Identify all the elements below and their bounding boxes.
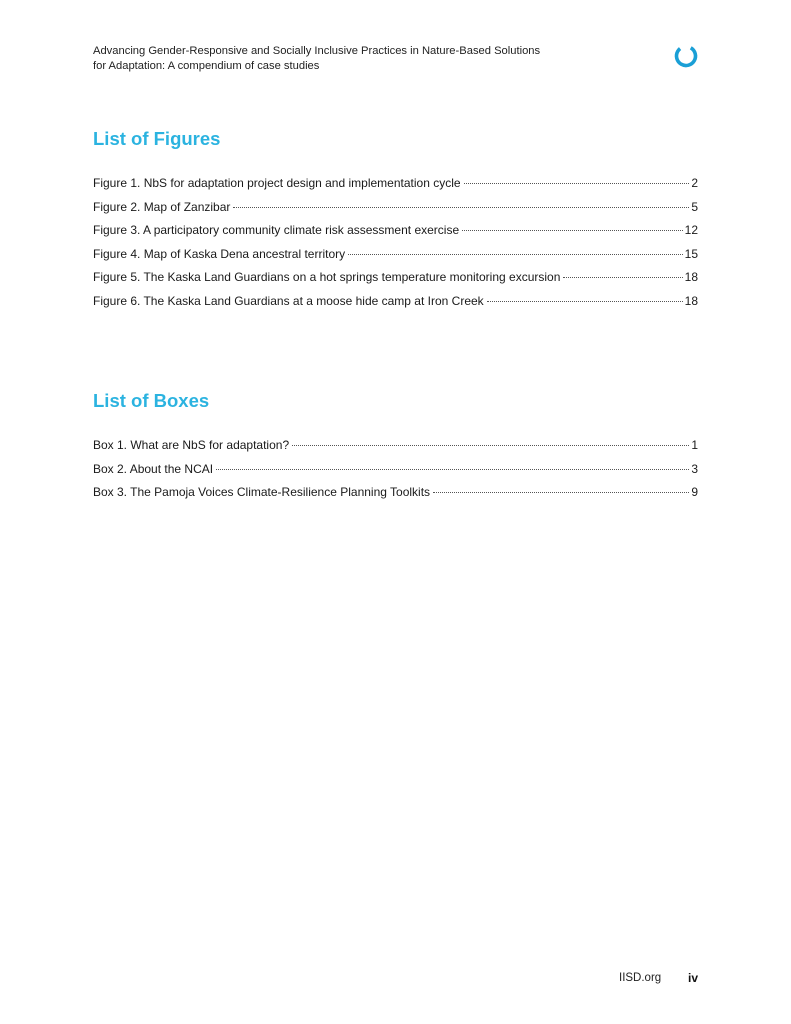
box-entry-page-number[interactable]: 3	[691, 461, 698, 476]
figure-entry-label[interactable]: Figure 6. The Kaska Land Guardians at a moose hide camp at Iron Creek	[93, 293, 484, 308]
figure-entry[interactable]	[93, 223, 698, 247]
list-of-figures	[93, 176, 698, 318]
dot-leader	[216, 469, 689, 470]
box-entry-label[interactable]: Box 2. About the NCAI	[93, 461, 214, 476]
figure-entry-label[interactable]: Figure 1. NbS for adaptation project design and implementation cycle	[93, 176, 461, 190]
list-of-boxes	[93, 438, 698, 509]
box-entry[interactable]	[93, 462, 698, 486]
figure-entry-label[interactable]: Figure 5. The Kaska Land Guardians on a hot springs temperature monitoring excursion	[93, 270, 561, 285]
footer-page-number: iv	[688, 971, 699, 985]
figure-entry[interactable]	[93, 294, 698, 318]
dot-leader	[233, 207, 689, 208]
dot-leader	[487, 301, 683, 302]
list-of-figures-heading: List of Figures	[93, 128, 221, 149]
box-entry-label[interactable]: Box 3. The Pamoja Voices Climate-Resilience Planning Toolkits	[93, 485, 431, 500]
box-entry-page-number[interactable]: 1	[691, 438, 698, 452]
figure-entry-page-number[interactable]: 2	[691, 176, 698, 190]
figure-entry-page-number[interactable]: 12	[684, 223, 698, 238]
dot-leader	[563, 277, 682, 278]
running-header	[93, 44, 633, 74]
dot-leader	[348, 254, 683, 255]
box-entry[interactable]	[93, 438, 698, 462]
figure-entry-page-number[interactable]: 18	[684, 293, 698, 308]
figure-entry-page-number[interactable]: 18	[684, 270, 698, 285]
figure-entry-label[interactable]: Figure 3. A participatory community climate risk assessment exercise	[93, 223, 460, 238]
figure-entry-label[interactable]: Figure 4. Map of Kaska Dena ancestral territory	[93, 246, 346, 261]
box-entry[interactable]	[93, 485, 698, 509]
box-entry-label[interactable]: Box 1. What are NbS for adaptation?	[93, 438, 290, 452]
iisd-ring-logo-icon	[672, 42, 700, 70]
running-header-line-2: for Adaptation: A compendium of case studies	[93, 60, 320, 72]
figure-entry-page-number[interactable]: 15	[684, 246, 698, 261]
footer-site-name[interactable]: IISD.org	[619, 972, 662, 984]
figure-entry-label[interactable]: Figure 2. Map of Zanzibar	[93, 199, 231, 214]
figure-entry[interactable]	[93, 247, 698, 271]
list-of-boxes-heading: List of Boxes	[93, 390, 210, 411]
figure-entry-page-number[interactable]: 5	[691, 199, 698, 214]
dot-leader	[433, 492, 689, 493]
dot-leader	[292, 445, 689, 446]
dot-leader	[464, 183, 690, 184]
dot-leader	[462, 230, 683, 231]
box-entry-page-number[interactable]: 9	[691, 485, 698, 500]
figure-entry[interactable]	[93, 176, 698, 200]
figure-entry[interactable]	[93, 270, 698, 294]
running-header-line-1: Advancing Gender-Responsive and Socially Inclusive Practices in Nature-Based Solutions	[93, 45, 541, 57]
figure-entry[interactable]	[93, 200, 698, 224]
